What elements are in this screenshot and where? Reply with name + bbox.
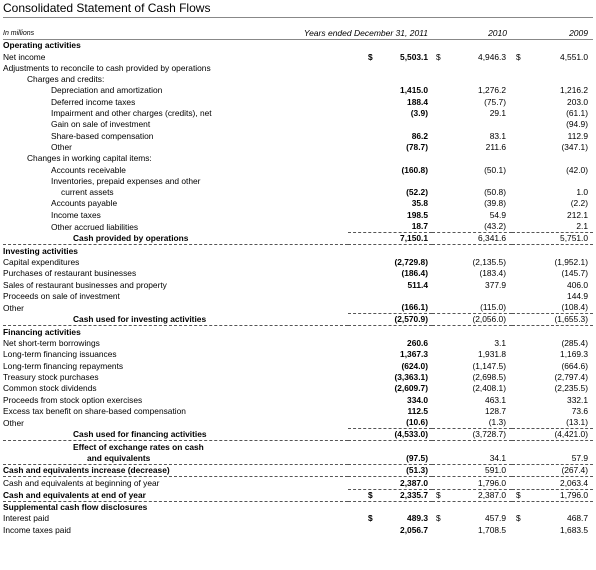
value-cell: 1,683.5 (560, 524, 588, 535)
row-label: Proceeds from stock option exercises (3, 394, 143, 405)
row-label: Other (3, 417, 24, 428)
value-cell: 463.1 (485, 394, 506, 405)
table-row (3, 187, 593, 198)
value-cell: (61.1) (566, 108, 588, 119)
value-cell: $ 468.7 (516, 513, 588, 524)
value-cell: (52.2) (406, 187, 428, 198)
table-row (3, 40, 593, 51)
value-cell: (43.2) (432, 221, 512, 233)
row-label: Income taxes (51, 209, 101, 220)
value-cell (432, 326, 512, 338)
table-row (3, 233, 593, 245)
value-cell: 54.9 (489, 209, 506, 220)
table-row (3, 245, 593, 257)
value-cell (432, 74, 512, 85)
table-row (3, 221, 593, 233)
value-cell: (10.6) (348, 417, 432, 429)
value-cell (432, 63, 512, 74)
value-cell: (42.0) (566, 164, 588, 175)
value-cell: (2,797.4) (554, 371, 588, 382)
row-label: Changes in working capital items: (27, 153, 152, 164)
value-cell: 332.1 (567, 394, 588, 405)
row-label: Treasury stock purchases (3, 371, 99, 382)
value-cell (348, 74, 432, 85)
value-cell: (1,952.1) (554, 256, 588, 267)
value-cell: (78.7) (406, 141, 428, 152)
value-cell: 57.9 (512, 453, 593, 465)
table-row (3, 74, 593, 85)
table-row (3, 513, 593, 524)
value-cell: 260.6 (407, 338, 428, 349)
value-cell: 7,150.1 (348, 233, 432, 245)
value-cell: (2,135.5) (472, 256, 506, 267)
table-row (3, 51, 593, 62)
value-cell (432, 40, 512, 51)
row-label: Depreciation and amortization (51, 85, 163, 96)
table-row (3, 501, 593, 513)
row-label: Operating activities (3, 40, 81, 51)
value-cell: (115.0) (432, 302, 512, 314)
table-row (3, 349, 593, 360)
value-cell: 334.0 (407, 394, 428, 405)
value-cell: (97.5) (348, 453, 432, 465)
table-row (3, 119, 593, 130)
column-header-2011: Years ended December 31, 2011 (303, 28, 428, 38)
row-label: Long-term financing repayments (3, 360, 124, 371)
value-cell: (39.8) (484, 198, 506, 209)
value-cell: 1,415.0 (400, 85, 428, 96)
value-cell: 1,931.8 (478, 349, 506, 360)
table-row (3, 477, 593, 489)
value-cell: 73.6 (571, 405, 588, 416)
row-label: Effect of exchange rates on cash (73, 441, 204, 452)
table-row (3, 209, 593, 220)
value-cell: (3,728.7) (432, 429, 512, 441)
table-row (3, 164, 593, 175)
row-label: Sales of restaurant businesses and property (3, 279, 167, 290)
value-cell: 2.1 (512, 221, 593, 233)
table-row (3, 417, 593, 429)
value-cell: 1,276.2 (478, 85, 506, 96)
value-cell (512, 63, 593, 74)
row-label: Accounts receivable (51, 164, 126, 175)
row-label: Income taxes paid (3, 524, 71, 535)
value-cell: (1,147.5) (472, 360, 506, 371)
row-label: and equivalents (3, 453, 348, 465)
value-cell: 5,751.0 (512, 233, 593, 245)
value-cell (348, 63, 432, 74)
value-cell (348, 291, 432, 302)
table-row (3, 338, 593, 349)
column-header-2009: 2009 (569, 28, 588, 38)
value-cell: (347.1) (561, 141, 588, 152)
value-cell (512, 441, 593, 453)
value-cell: 6,341.6 (432, 233, 512, 245)
value-cell: 1,708.5 (478, 524, 506, 535)
row-label: Cash and equivalents at beginning of year (3, 478, 160, 489)
row-label: Cash and equivalents increase (decrease) (3, 464, 348, 476)
value-cell: (51.3) (348, 464, 432, 476)
value-cell: 2,387.0 (348, 477, 432, 489)
value-cell (512, 245, 593, 257)
value-cell: (145.7) (561, 268, 588, 279)
row-label: Other (51, 141, 72, 152)
value-cell (432, 501, 512, 513)
table-row (3, 108, 593, 119)
column-header-row (3, 28, 593, 40)
value-cell (348, 245, 432, 257)
table-row (3, 176, 593, 187)
row-label: Cash used for investing activities (3, 314, 348, 326)
value-cell: (50.1) (484, 164, 506, 175)
row-label: Other accrued liabilities (51, 221, 139, 232)
value-cell: (2.2) (570, 198, 588, 209)
value-cell: $ 4,946.3 (436, 51, 506, 62)
value-cell: 86.2 (411, 130, 428, 141)
value-cell: 34.1 (432, 453, 512, 465)
row-label: current assets (61, 187, 114, 198)
row-label: Share-based compensation (51, 130, 154, 141)
value-cell: 377.9 (485, 279, 506, 290)
table-row (3, 142, 593, 153)
value-cell: (664.6) (561, 360, 588, 371)
value-cell (432, 291, 512, 302)
value-cell (432, 176, 512, 187)
table-row (3, 268, 593, 279)
table-row (3, 153, 593, 164)
value-cell (432, 441, 512, 453)
row-label: Deferred income taxes (51, 96, 136, 107)
value-cell: 212.1 (567, 209, 588, 220)
value-cell: 144.9 (567, 290, 588, 301)
table-row (3, 394, 593, 405)
value-cell: 188.4 (407, 96, 428, 107)
value-cell (348, 501, 432, 513)
value-cell: 3.1 (494, 338, 506, 349)
statement-title: Consolidated Statement of Cash Flows (3, 1, 211, 15)
value-cell: 1,796.0 (432, 477, 512, 489)
value-cell (512, 40, 593, 51)
value-cell (512, 176, 593, 187)
value-cell: 211.6 (485, 141, 506, 152)
value-cell: (2,698.5) (472, 371, 506, 382)
value-cell: 1,367.3 (400, 349, 428, 360)
row-label: Gain on sale of investment (51, 119, 151, 130)
value-cell: 406.0 (567, 279, 588, 290)
value-cell: $ 5,503.1 (368, 51, 428, 62)
value-cell: (2,609.7) (394, 383, 428, 394)
value-cell: 1,169.3 (560, 349, 588, 360)
table-row (3, 489, 593, 501)
value-cell: 203.0 (567, 96, 588, 107)
row-label: Interest paid (3, 513, 50, 524)
column-header-2010: 2010 (488, 28, 507, 38)
value-cell: (2,235.5) (554, 383, 588, 394)
value-cell (512, 153, 593, 164)
value-cell: (186.4) (401, 268, 428, 279)
table-row (3, 63, 593, 74)
value-cell: 29.1 (489, 108, 506, 119)
value-cell: (13.1) (512, 417, 593, 429)
value-cell: 2,063.4 (512, 477, 593, 489)
value-cell: 35.8 (411, 198, 428, 209)
value-cell (432, 153, 512, 164)
value-cell: (267.4) (512, 464, 593, 476)
value-cell: (285.4) (561, 338, 588, 349)
units-label: In millions (3, 30, 35, 37)
value-cell: 128.7 (485, 405, 506, 416)
value-cell: (3,363.1) (394, 371, 428, 382)
value-cell: 198.5 (407, 209, 428, 220)
row-label: Inventories, prepaid expenses and other (51, 175, 201, 186)
table-row (3, 302, 593, 314)
value-cell: 511.4 (407, 279, 428, 290)
row-label: Investing activities (3, 245, 78, 256)
table-row (3, 257, 593, 268)
table-row (3, 524, 593, 535)
value-cell (348, 441, 432, 453)
value-cell: (50.8) (484, 187, 506, 198)
row-label: Cash and equivalents at end of year (3, 489, 348, 501)
table-row (3, 291, 593, 302)
value-cell: (2,729.8) (394, 256, 428, 267)
row-label: Capital expenditures (3, 256, 80, 267)
row-label: Financing activities (3, 326, 81, 337)
cash-flow-table (3, 40, 593, 536)
value-cell: 18.7 (348, 221, 432, 233)
value-cell: (75.7) (484, 96, 506, 107)
row-label: Net income (3, 51, 46, 62)
value-cell: 591.0 (432, 464, 512, 476)
value-cell: (3.9) (410, 108, 428, 119)
value-cell: 112.9 (567, 130, 588, 141)
value-cell: $ 457.9 (436, 513, 506, 524)
value-cell: 83.1 (489, 130, 506, 141)
value-cell: $ 2,387.0 (432, 489, 512, 501)
value-cell: $ 4,551.0 (516, 51, 588, 62)
row-label: Net short-term borrowings (3, 338, 100, 349)
table-row (3, 360, 593, 371)
value-cell: (183.4) (479, 268, 506, 279)
value-cell (348, 40, 432, 51)
table-row (3, 453, 593, 465)
value-cell (348, 119, 432, 130)
value-cell: $ 1,796.0 (512, 489, 593, 501)
row-label: Charges and credits: (27, 74, 105, 85)
value-cell: (4,533.0) (348, 429, 432, 441)
table-row (3, 441, 593, 453)
value-cell: 112.5 (407, 405, 428, 416)
table-row (3, 198, 593, 209)
value-cell: (624.0) (401, 360, 428, 371)
value-cell (432, 119, 512, 130)
value-cell (512, 501, 593, 513)
value-cell: $ 2,335.7 (348, 489, 432, 501)
row-label: Common stock dividends (3, 383, 97, 394)
row-label: Cash used for financing activities (3, 429, 348, 441)
row-label: Cash provided by operations (3, 233, 348, 245)
value-cell: (160.8) (401, 164, 428, 175)
value-cell: (2,056.0) (432, 314, 512, 326)
value-cell: (94.9) (566, 119, 588, 130)
value-cell (348, 176, 432, 187)
table-row (3, 383, 593, 394)
row-label: Purchases of restaurant businesses (3, 268, 137, 279)
value-cell (432, 245, 512, 257)
value-cell: (1,655.3) (512, 314, 593, 326)
table-row (3, 96, 593, 107)
table-row (3, 279, 593, 290)
row-label: Long-term financing issuances (3, 349, 117, 360)
value-cell: (1.3) (432, 417, 512, 429)
value-cell (348, 153, 432, 164)
row-label: Other (3, 302, 24, 313)
value-cell (512, 74, 593, 85)
table-row (3, 326, 593, 338)
row-label: Supplemental cash flow disclosures (3, 502, 148, 513)
value-cell: 1.0 (576, 187, 588, 198)
row-label: Excess tax benefit on share-based compensation (3, 405, 186, 416)
row-label: Impairment and other charges (credits), net (51, 108, 212, 119)
table-row (3, 464, 593, 476)
value-cell: (4,421.0) (512, 429, 593, 441)
row-label: Adjustments to reconcile to cash provided by operations (3, 62, 211, 73)
table-row (3, 85, 593, 96)
value-cell: 1,216.2 (560, 85, 588, 96)
table-row (3, 130, 593, 141)
value-cell: 2,056.7 (400, 524, 428, 535)
title-bar (3, 1, 593, 18)
value-cell (348, 326, 432, 338)
row-label: Accounts payable (51, 198, 118, 209)
value-cell: (2,570.9) (348, 314, 432, 326)
table-row (3, 314, 593, 326)
value-cell: $ 489.3 (368, 513, 428, 524)
table-row (3, 372, 593, 383)
row-label: Proceeds on sale of investment (3, 290, 120, 301)
value-cell: (2,408.1) (472, 383, 506, 394)
table-row (3, 406, 593, 417)
value-cell: (166.1) (348, 302, 432, 314)
value-cell (512, 326, 593, 338)
value-cell: (108.4) (512, 302, 593, 314)
table-row (3, 429, 593, 441)
